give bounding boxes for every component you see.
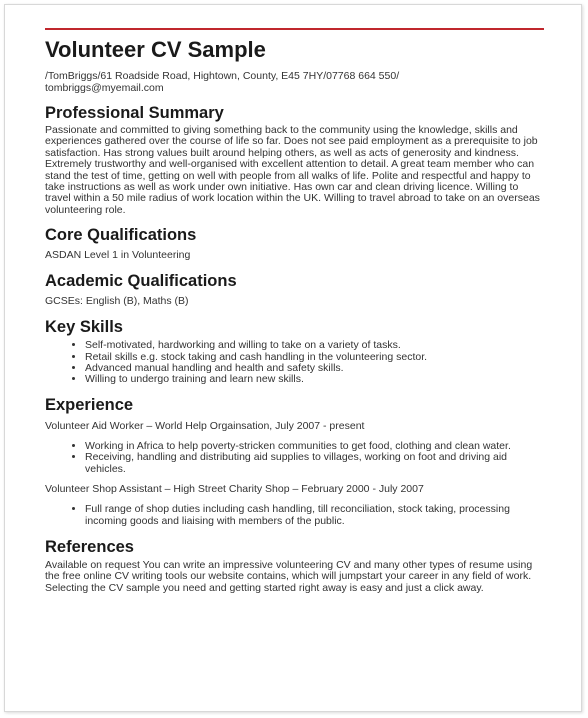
list-item: • Willing to undergo training and learn new skills. bbox=[85, 374, 545, 385]
section-heading-academic: Academic Qualifications bbox=[45, 272, 237, 291]
list-item: • Working in Africa to help poverty-stricken communities to get food, clothing and clean water. bbox=[85, 441, 545, 452]
contact-email: tombriggs@myemail.com bbox=[45, 82, 164, 94]
skills-list bbox=[45, 340, 545, 386]
section-heading-summary: Professional Summary bbox=[45, 104, 224, 122]
section-heading-references: References bbox=[45, 537, 134, 556]
section-heading-skills: Key Skills bbox=[45, 318, 123, 337]
job-title: Volunteer Shop Assistant – High Street Charity Shop – February 2000 - July 2007 bbox=[45, 483, 424, 496]
job-title: Volunteer Aid Worker – World Help Orgainsation, July 2007 - present bbox=[45, 419, 365, 432]
academic-qualification-text: GCSEs: English (B), Maths (B) bbox=[45, 295, 189, 308]
section-core-qualifications bbox=[45, 225, 545, 261]
core-qualification-text: ASDAN Level 1 in Volunteering bbox=[45, 249, 191, 262]
list-item: • Receiving, handling and distributing aid supplies to villages, working on foot and driving aid vehicles. bbox=[85, 452, 545, 475]
list-item: • Retail skills e.g. stock taking and cash handling in the volunteering sector. bbox=[85, 352, 545, 363]
job-bullets bbox=[45, 504, 545, 527]
section-summary bbox=[45, 103, 545, 216]
references-text: Available on request You can write an impressive volunteering CV and many other types of resume using the free online CV writing tools our website contains, which will jumpstart your career in any field of work. Selecting the CV sample you need and getting started right away is easy and just a click away. bbox=[45, 558, 533, 594]
section-key-skills bbox=[45, 317, 545, 386]
cv-title: Volunteer CV Sample bbox=[45, 37, 266, 62]
section-experience bbox=[45, 395, 545, 527]
contact-address: /TomBriggs/61 Roadside Road, Hightown, County, E45 7HY/07768 664 550/ bbox=[45, 70, 400, 82]
summary-text: Passionate and committed to giving something back to the community using the knowledge, skills and experiences gathered over the course of life so far. Does not see paid employment as a prerequisite to job satisfaction. Has strong values built around helping others, as well as acts of generosity and kindness. Extremely trustworthy and well-organised with excellent attention to detail. A great team member who can stand the test of time, getting on well with people from all walks of life. Polite and respectful and happy to take instructions as well as work under own initiative. Has own car and clean driving licence. Willing to travel within a 50 mile radius of work location within the UK. Willing to travel abroad to take on an overseas volunteering role. bbox=[45, 124, 540, 216]
cv-document bbox=[45, 36, 545, 594]
job-bullets bbox=[45, 441, 545, 475]
contact-info bbox=[45, 70, 545, 94]
list-item: • Self-motivated, hardworking and willing to take on a variety of tasks. bbox=[85, 340, 545, 351]
list-item: • Advanced manual handling and health and safety skills. bbox=[85, 363, 545, 374]
section-heading-experience: Experience bbox=[45, 395, 134, 414]
list-item: • Full range of shop duties including cash handling, till reconciliation, stock taking, processing incoming goods and liaising with members of the public. bbox=[85, 504, 545, 527]
accent-rule bbox=[45, 28, 544, 30]
section-heading-core: Core Qualifications bbox=[45, 226, 197, 245]
section-references bbox=[45, 537, 545, 594]
section-academic-qualifications bbox=[45, 271, 545, 307]
